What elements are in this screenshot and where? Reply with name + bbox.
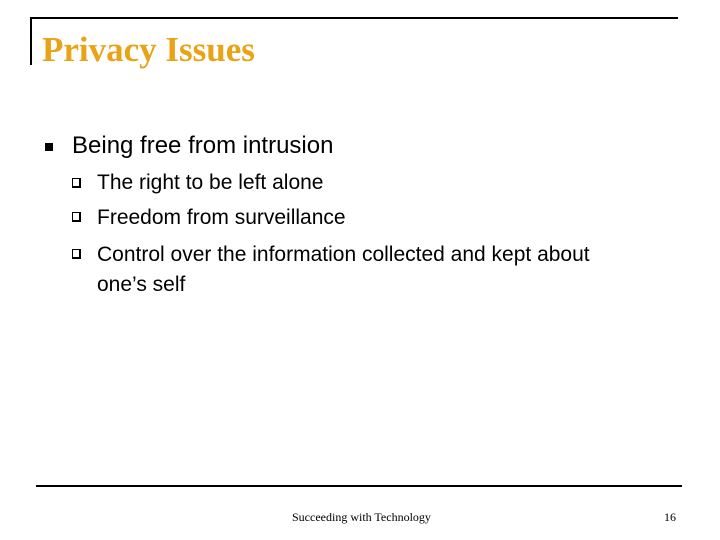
sub-bullet-text: Freedom from surveillance [97,206,346,229]
filled-square-bullet-icon [45,143,53,151]
hollow-square-bullet-icon [72,212,81,222]
hollow-square-bullet-icon [72,249,81,259]
footer-rule [36,485,682,487]
footer-text: Succeeding with Technology [292,510,431,524]
sub-bullet-text: The right to be left alone [97,171,324,194]
title-frame-top-rule [30,17,678,19]
slide-title: Privacy Issues [42,30,255,69]
hollow-square-bullet-icon [72,178,81,188]
sub-bullet-text: Control over the information collected and kept about one’s self [97,243,590,296]
title-frame-left-rule [30,17,32,65]
bullet-text: Being free from intrusion [72,132,334,159]
page-number: 16 [664,510,676,524]
